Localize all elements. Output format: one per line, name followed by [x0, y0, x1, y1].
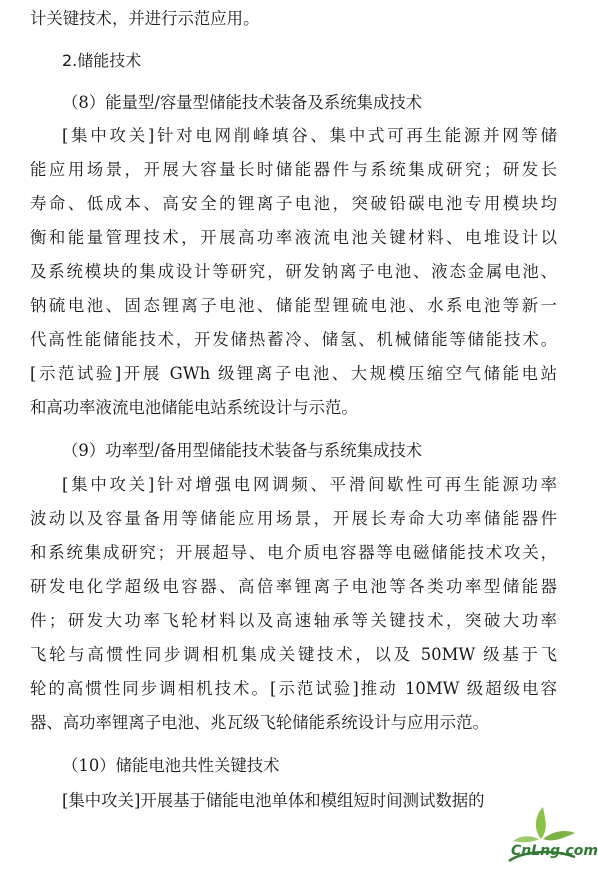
- watermark-logo: [503, 805, 598, 871]
- leaf-icon: [503, 805, 579, 871]
- section-heading: 2.储能技术: [62, 51, 142, 70]
- text-line: 研发电化学超级电容器、高倍率锂离子电池等各类功率型储能器: [30, 577, 557, 596]
- text-line: 钠硫电池、固态锂离子电池、储能型锂硫电池、水系电池等新一: [30, 296, 557, 315]
- text-line: [集中攻关]开展基于储能电池单体和模组短时间测试数据的: [62, 791, 485, 810]
- text-line: 计关键技术，并进行示范应用。: [30, 9, 260, 28]
- subheading-9: （9）功率型/备用型储能技术装备与系统集成技术: [62, 441, 423, 460]
- text-line: 件；研发大功率飞轮材料以及高速轴承等关键技术，突破大功率: [30, 611, 557, 630]
- text-line: 衡和能量管理技术，开展高功率液流电池关键材料、电堆设计以: [30, 228, 557, 247]
- watermark-text: CnLng.com: [511, 843, 598, 859]
- text-line: 飞轮与高惯性同步调相机集成关键技术，以及 50MW 级基于飞: [30, 645, 557, 664]
- text-line: [集中攻关]针对电网削峰填谷、集中式可再生能源并网等储: [62, 126, 557, 145]
- text-line: [集中攻关]针对增强电网调频、平滑间歇性可再生能源功率: [62, 475, 557, 494]
- text-line: [示范试验]开展 GWh 级锂离子电池、大规模压缩空气储能电站: [30, 364, 557, 383]
- text-line: 及系统模块的集成设计等研究，研发钠离子电池、液态金属电池、: [30, 262, 557, 281]
- text-line: 轮的高惯性同步调相机技术。[示范试验]推动 10MW 级超级电容: [30, 679, 557, 698]
- text-line: 和高功率液流电池储能电站系统设计与示范。: [30, 398, 358, 417]
- subheading-10: （10）储能电池共性关键技术: [62, 756, 280, 775]
- text-line: 寿命、低成本、高安全的锂离子电池，突破铅碳电池专用模块均: [30, 194, 557, 213]
- text-line: 器、高功率锂离子电池、兆瓦级飞轮储能系统设计与应用示范。: [30, 713, 489, 732]
- text-line: 能应用场景，开展大容量长时储能器件与系统集成研究；研发长: [30, 160, 557, 179]
- text-line: 波动以及容量备用等储能应用场景，开展长寿命大功率储能器件: [30, 509, 557, 528]
- text-line: 代高性能储能技术，开发储热蓄冷、储氢、机械储能等储能技术。: [30, 330, 557, 349]
- text-line: 和系统集成研究；开展超导、电介质电容器等电磁储能技术攻关，: [30, 543, 557, 562]
- subheading-8: （8）能量型/容量型储能技术装备及系统集成技术: [62, 93, 423, 112]
